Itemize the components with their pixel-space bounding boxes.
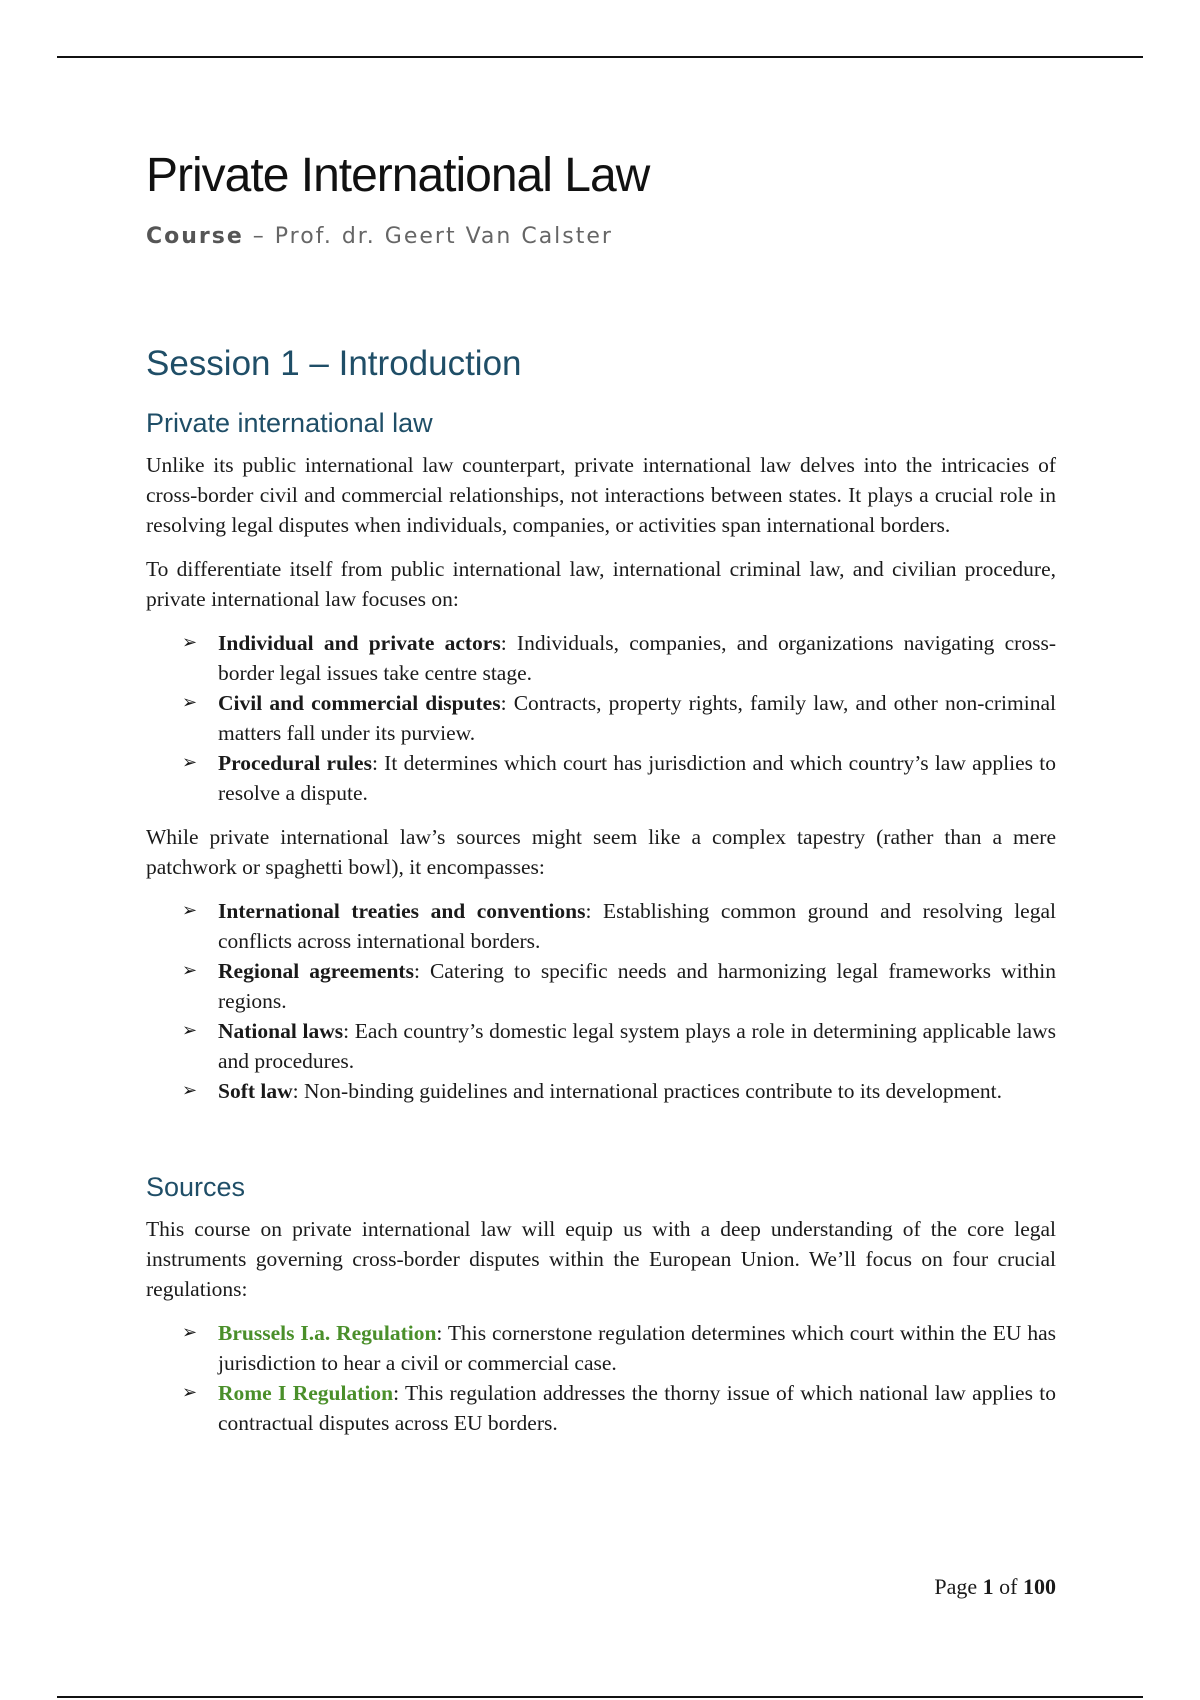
list-item-text: : Contracts, property rights, family law, and other non-criminal matters fall under its purview. [218,691,1056,745]
list-item-term: Civil and commercial disputes [218,691,501,715]
subtitle-author: – Prof. dr. Geert Van Calster [243,224,613,249]
list-item-text: : It determines which court has jurisdiction and which country’s law applies to resolve a dispute. [218,751,1057,805]
list-item [146,896,1056,956]
focus-list [146,628,1056,808]
list-item-text: : Catering to specific needs and harmonizing legal frameworks within regions. [218,959,1056,1013]
section-heading-pil: Private international law [146,408,433,438]
list-item-text: : Establishing common ground and resolving legal conflicts across international borders. [218,899,1056,953]
list-item-text: : Non-binding guidelines and international practices contribute to its development. [292,1079,1002,1103]
regulation-link[interactable]: Brussels I.a. Regulation [218,1321,437,1345]
section-heading-sources: Sources [146,1172,246,1202]
list-item-term: National laws [218,1019,344,1043]
arrow-bullet-icon: ➢ [182,900,198,921]
arrow-bullet-icon: ➢ [182,1080,198,1101]
list-item-term: Regional agreements [218,959,414,983]
page-total: 100 [1023,1574,1056,1599]
top-rule [57,56,1143,58]
sources-type-list [146,896,1056,1106]
paragraph: To differentiate itself from public international law, international criminal law, and civilian procedure, private international law focuses on: [146,557,1056,611]
list-item-text: : This cornerstone regulation determines which court within the EU has jurisdiction to hear a civil or commercial case. [218,1321,1056,1375]
list-item-term: Soft law [218,1079,293,1103]
arrow-bullet-icon: ➢ [182,960,198,981]
session-heading: Session 1 – Introduction [146,344,522,383]
list-item [146,628,1056,688]
bottom-rule [57,1696,1143,1698]
list-item [146,1016,1056,1076]
page-number [934,1574,1056,1600]
list-item [146,1076,1056,1106]
document-body [146,342,1056,1452]
arrow-bullet-icon: ➢ [182,1020,198,1041]
page-current: 1 [982,1574,994,1599]
arrow-bullet-icon: ➢ [182,1322,198,1343]
regulations-list [146,1318,1056,1438]
list-item [146,688,1056,748]
paragraph: Unlike its public international law counterpart, private international law delves into the intricacies of cross-border civil and commercial relationships, not interactions between states. It plays a crucial role in resolving legal disputes when individuals, companies, or activities span international borders. [146,453,1056,537]
list-item-term: Procedural rules [218,751,372,775]
section-spacer [146,1120,1056,1170]
of-label: of [993,1574,1023,1599]
paragraph: While private international law’s sources might seem like a complex tapestry (rather than a mere patchwork or spaghetti bowl), it encompasses: [146,825,1056,879]
paragraph: This course on private international law will equip us with a deep understanding of the core legal instruments governing cross-border disputes within the European Union. We’ll focus on four crucial regulations: [146,1217,1056,1301]
list-item [146,1318,1056,1378]
document-subtitle [146,224,613,249]
list-item-text: : This regulation addresses the thorny issue of which national law applies to contractual disputes across EU borders. [218,1381,1057,1435]
list-item [146,956,1056,1016]
list-item [146,1378,1056,1438]
regulation-link[interactable]: Rome I Regulation [218,1381,394,1405]
list-item [146,748,1056,808]
list-item-term: Individual and private actors [218,631,501,655]
arrow-bullet-icon: ➢ [182,692,198,713]
list-item-text: : Individuals, companies, and organizations navigating cross-border legal issues take centre stage. [218,631,1056,685]
arrow-bullet-icon: ➢ [182,632,198,653]
list-item-text: : Each country’s domestic legal system plays a role in determining applicable laws and procedures. [218,1019,1056,1073]
arrow-bullet-icon: ➢ [182,1382,198,1403]
arrow-bullet-icon: ➢ [182,752,198,773]
subtitle-course: Course [146,224,244,249]
page-label: Page [934,1574,983,1599]
list-item-term: International treaties and conventions [218,899,586,923]
document-title: Private International Law [146,149,650,202]
